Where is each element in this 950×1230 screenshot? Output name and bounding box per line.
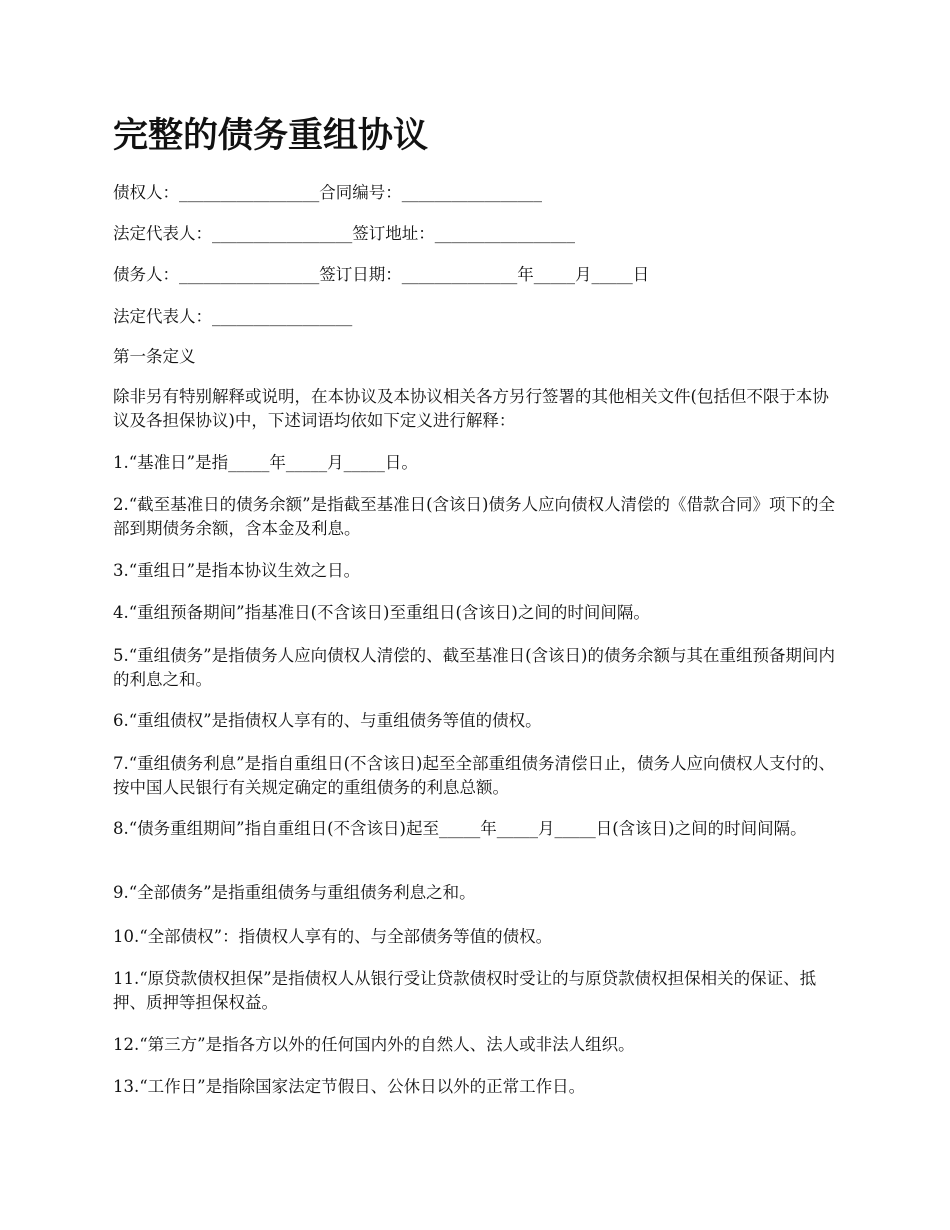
definition-item: 9.“全部债务”是指重组债务与重组债务利息之和。 bbox=[113, 883, 476, 902]
intro-paragraph: 除非另有特别解释或说明，在本协议及本协议相关各方另行签署的其他相关文件(包括但不限于本协议及各担保协议)中，下述词语均依如下定义进行解释： bbox=[113, 387, 829, 430]
definition-item: 2.“截至基准日的债务余额”是指截至基准日(含该日)债务人应向债权人清偿的《借款合同》项下的全部到期债务余额，含本金及利息。 bbox=[113, 495, 835, 538]
creditor-contract-no-line: 债权人：_________________合同编号：_________________ bbox=[113, 183, 542, 202]
definition-item: 4.“重组预备期间”指基准日(不含该日)至重组日(含该日)之间的时间间隔。 bbox=[113, 603, 650, 622]
definition-item: 12.“第三方”是指各方以外的任何国内外的自然人、法人或非法人组织。 bbox=[113, 1035, 635, 1054]
definition-item: 1.“基准日”是指_____年_____月_____日。 bbox=[113, 453, 418, 472]
definition-item: 10.“全部债权”：指债权人享有的、与全部债务等值的债权。 bbox=[113, 927, 553, 946]
debtor-sign-date-line: 债务人：_________________签订日期：______________年_____月_____日 bbox=[113, 265, 650, 284]
definition-item: 8.“债务重组期间”指自重组日(不含该日)起至_____年_____月_____日(含该日)之间的时间间隔。 bbox=[113, 819, 807, 838]
definition-item: 13.“工作日”是指除国家法定节假日、公休日以外的正常工作日。 bbox=[113, 1077, 586, 1096]
definition-item: 5.“重组债务”是指债务人应向债权人清偿的、截至基准日(含该日)的债务余额与其在重组预备期间内的利息之和。 bbox=[113, 646, 835, 689]
legal-rep-sign-place-line: 法定代表人：_________________签订地址：_________________ bbox=[113, 224, 575, 243]
debtor-legal-rep-line: 法定代表人：_________________ bbox=[113, 307, 353, 326]
definition-item: 11.“原贷款债权担保”是指债权人从银行受让贷款债权时受让的与原贷款债权担保相关的保证、抵押、质押等担保权益。 bbox=[113, 969, 817, 1012]
definition-item: 3.“重组日”是指本协议生效之日。 bbox=[113, 561, 361, 580]
document-title: 完整的债务重组协议 bbox=[113, 116, 429, 156]
definition-item: 6.“重组债权”是指债权人享有的、与重组债务等值的债权。 bbox=[113, 711, 542, 730]
definition-item: 7.“重组债务利息”是指自重组日(不含该日)起至全部重组债务清偿日止，债务人应向债权人支付的、按中国人民银行有关规定确定的重组债务的利息总额。 bbox=[113, 754, 835, 797]
section-heading: 第一条定义 bbox=[113, 347, 196, 366]
